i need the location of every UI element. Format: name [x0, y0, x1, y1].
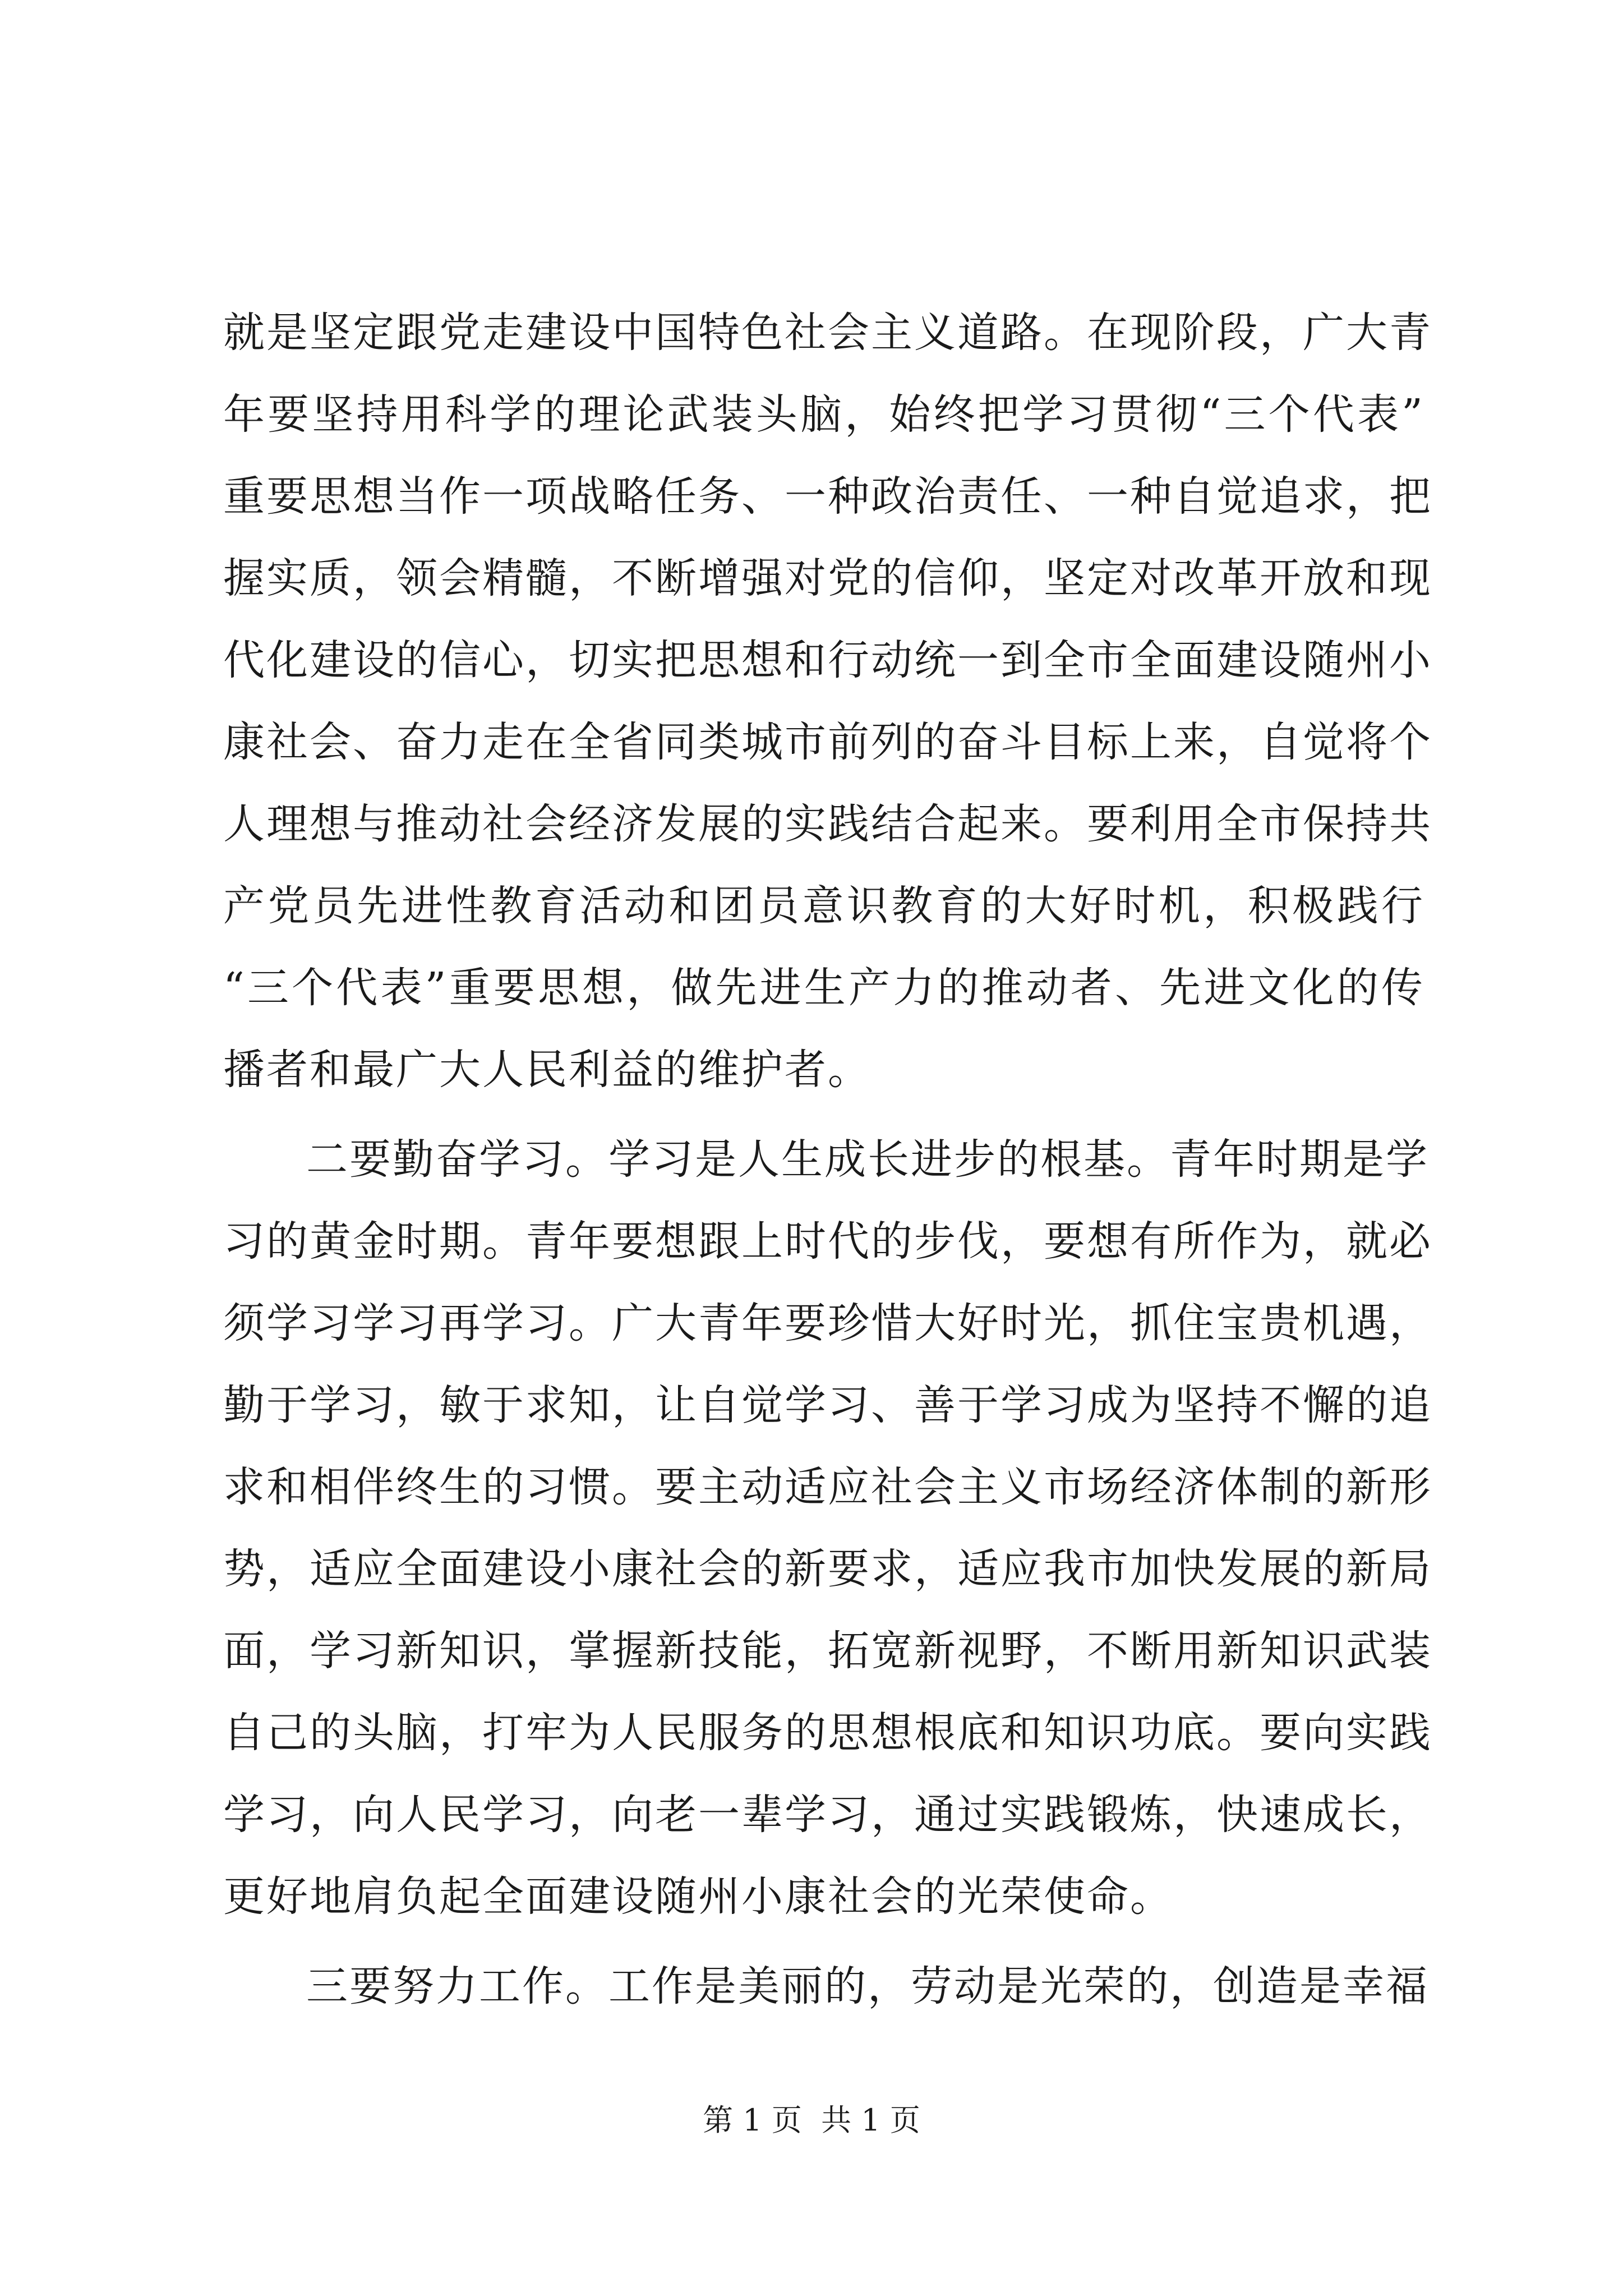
- text-line: 习的黄金时期。青年要想跟上时代的步伐，要想有所作为，就必: [223, 1217, 1432, 1266]
- paragraph-2: [223, 1119, 1432, 1938]
- text-line: 须学习学习再学习。广大青年要珍惜大好时光，抓住宝贵机遇，: [223, 1299, 1432, 1347]
- text-line: 三要努力工作。工作是美丽的，劳动是光荣的，创造是幸福: [306, 1962, 1429, 2010]
- text-line: 人理想与推动社会经济发展的实践结合起来。要利用全市保持共: [223, 800, 1432, 848]
- text-line: 求和相伴终生的习惯。要主动适应社会主义市场经济体制的新形: [223, 1463, 1432, 1511]
- document-body: [223, 292, 1432, 2027]
- text-line: 代化建设的信心，切实把思想和行动统一到全市全面建设随州小: [223, 636, 1432, 684]
- text-line: 重要思想当作一项战略任务、一种政治责任、一种自觉追求，把: [223, 472, 1432, 521]
- text-line: 就是坚定跟党走建设中国特色社会主义道路。在现阶段，广大青: [223, 309, 1432, 357]
- text-line: 产党员先进性教育活动和团员意识教育的大好时机，积极践行: [223, 882, 1424, 930]
- paragraph-1: [223, 292, 1432, 1111]
- text-line: 二要勤奋学习。学习是人生成长进步的根基。青年时期是学: [306, 1135, 1429, 1184]
- text-line: 面，学习新知识，掌握新技能，拓宽新视野，不断用新知识武装: [223, 1627, 1432, 1675]
- text-line: 康社会、奋力走在全省同类城市前列的奋斗目标上来，自觉将个: [223, 718, 1432, 766]
- paragraph-spacing: [223, 1111, 1424, 1119]
- text-line: “三个代表”重要思想，做先进生产力的推动者、先进文化的传: [223, 964, 1424, 1012]
- paragraph-3: [223, 1945, 1429, 2027]
- text-line: 自己的头脑，打牢为人民服务的思想根底和知识功底。要向实践: [223, 1709, 1432, 1757]
- paragraph-spacing: [223, 1938, 1424, 1945]
- text-line: 更好地肩负起全面建设随州小康社会的光荣使命。: [223, 1872, 1173, 1921]
- text-line: 年要坚持用科学的理论武装头脑，始终把学习贯彻“三个代表”: [223, 390, 1424, 439]
- text-line: 势，适应全面建设小康社会的新要求，适应我市加快发展的新局: [223, 1545, 1432, 1593]
- text-line: 学习，向人民学习，向老一辈学习，通过实践锻炼，快速成长，: [223, 1791, 1432, 1839]
- page-footer: 第 1 页 共 1 页: [703, 2102, 920, 2138]
- text-line: 播者和最广大人民利益的维护者。: [223, 1046, 871, 1094]
- text-line: 勤于学习，敏于求知，让自觉学习、善于学习成为坚持不懈的追: [223, 1381, 1432, 1429]
- text-line: 握实质，领会精髓，不断增强对党的信仰，坚定对改革开放和现: [223, 554, 1432, 602]
